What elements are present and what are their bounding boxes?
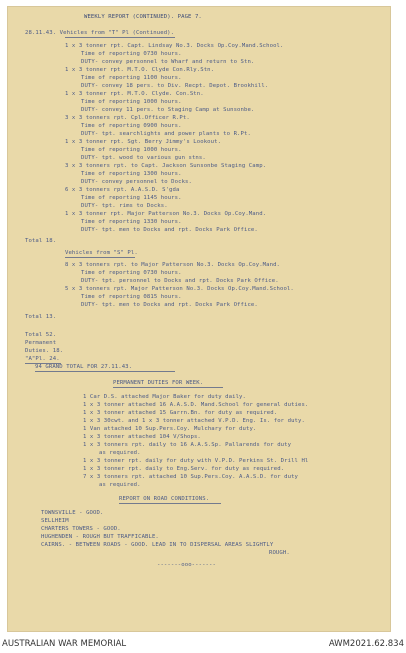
section-line: 1 x 3 tonner rpt. M.T.O. Clyde Con.Rly.Stn. <box>65 67 215 73</box>
section-line: Time of reporting 1100 hours. <box>81 75 182 81</box>
duty-line: 7 x 3 tonners rpt. attached 10 Sup.Pers.Coy. A.A.S.D. for duty <box>83 474 298 480</box>
document-title: WEEKLY REPORT (CONTINUED). PAGE 7. <box>84 14 202 20</box>
section-line: Time of reporting 1330 hours. <box>81 219 182 225</box>
section-line: 8 x 3 tonners rpt. to Major Patterson No.3. Docks Op.Coy.Mand. <box>65 262 280 268</box>
section-line: DUTY- tpt. men to Docks and rpt. Docks Park Office. <box>81 227 258 233</box>
section-line: 28.11.43. Vehicles from "T" Pl (Continued). <box>25 30 175 36</box>
duty-line: 1 x 3 tonner attached 16 A.A.S.D. Mand.School for general duties. <box>83 402 309 408</box>
section-line: DUTY- tpt. personnel to Docks and rpt. Docks Park Office. <box>81 278 279 284</box>
section-line: Time of reporting 1300 hours. <box>81 171 182 177</box>
section-line: Time of reporting 0730 hours. <box>81 51 182 57</box>
duty-line: 1 Car D.S. attached Major Baker for duty daily. <box>83 394 246 400</box>
road-conditions-heading: REPORT ON ROAD CONDITIONS. <box>119 496 210 502</box>
duty-line: 1 x 3 tonners rpt. daily to 16 A.A.S.Sp. Pallarends for duty <box>83 442 292 448</box>
section-line: 3 x 3 tonners rpt. Cpl.Officer R.Pt. <box>65 115 190 121</box>
section-line: DUTY- convey 11 pers. to Staging Camp at Sunsonbe. <box>81 107 255 113</box>
summary-line: Total 52. <box>25 332 57 338</box>
permanent-duties-heading: PERMANENT DUTIES FOR WEEK. <box>113 380 204 386</box>
road-line: CHARTERS TOWERS - GOOD. <box>41 526 121 532</box>
duty-line: 1 x 3 tonner attached 15 Garrn.Bn. for duty as required. <box>83 410 278 416</box>
section-line: Vehicles from "S" Pl. <box>65 250 138 256</box>
section-line: Time of reporting 1145 hours. <box>81 195 182 201</box>
road-line: HUGHENDEN - ROUGH BUT TRAFFICABLE. <box>41 534 159 540</box>
duty-line: 1 x 3 tonner rpt. daily to Eng.Serv. for duty as required. <box>83 466 285 472</box>
total-line: Total 13. <box>25 314 57 320</box>
section-line: Time of reporting 0900 hours. <box>81 123 182 129</box>
heading-underline <box>113 387 223 388</box>
section-line: DUTY- tpt. searchlights and power plants to R.Pt. <box>81 131 251 137</box>
footer-source: AUSTRALIAN WAR MEMORIAL <box>2 639 127 649</box>
duty-line: as required. <box>99 450 141 456</box>
road-line: CAIRNS. - BETWEEN ROADS - GOOD. LEAD IN TO DISPERSAL AREAS SLIGHTLY <box>41 542 274 548</box>
road-line: ROUGH. <box>269 550 290 556</box>
section-line: DUTY- tpt. men to Docks and rpt. Docks Park Office. <box>81 302 258 308</box>
document-sheet <box>7 6 391 632</box>
road-line: TOWNSVILLE - GOOD. <box>41 510 104 516</box>
road-line: SELLHEIM <box>41 518 69 524</box>
section-line: 3 x 3 tonners rpt. to Capt. Jackson Sunsonbe Staging Camp. <box>65 163 267 169</box>
footer-bar <box>0 634 406 653</box>
duty-line: 1 x 3 tonner rpt. daily for duty with V.P.D. Perkins St. Drill Hl <box>83 458 309 464</box>
grand-total-underline <box>35 371 175 372</box>
section-line: Time of reporting 0815 hours. <box>81 294 182 300</box>
duty-line: 1 x 3 30cwt. and 1 x 3 tonner attached V.P.D. Eng. Is. for duty. <box>83 418 305 424</box>
summary-line: "A"Pl. 24. <box>25 356 60 362</box>
section-line: Time of reporting 1000 hours. <box>81 99 182 105</box>
summary-line: Permanent <box>25 340 57 346</box>
end-mark: -------ooo------- <box>157 562 216 568</box>
section-line: DUTY- tpt. rims to Docks. <box>81 203 168 209</box>
summary-line: Duties. 18. <box>25 348 64 354</box>
section-line: 1 x 3 tonner rpt. Major Patterson No.3. Docks Op.Coy.Mand. <box>65 211 267 217</box>
heading-underline <box>119 503 221 504</box>
duty-line: 1 x 3 tonner attached 104 V/Shops. <box>83 434 201 440</box>
section-line: 1 x 3 tonner rpt. Capt. Lindsay No.3. Docks Op.Coy.Mand.School. <box>65 43 284 49</box>
section-line: Time of reporting 1000 hours. <box>81 147 182 153</box>
duty-line: as required. <box>99 482 141 488</box>
section-line: DUTY- convey 18 pers. to Div. Recpt. Depot. Brookhill. <box>81 83 269 89</box>
section-line: DUTY- convey personnel to Wharf and return to Stn. <box>81 59 255 65</box>
section-line: 5 x 3 tonners rpt. Major Patterson No.3. Docks Op.Coy.Mand.School. <box>65 286 294 292</box>
duty-line: 1 Van attached 10 Sup.Pers.Coy. Mulchary for duty. <box>83 426 257 432</box>
total-line: Total 18. <box>25 238 57 244</box>
section-line: 1 x 3 tonner rpt. Sgt. Berry Jimmy's Lookout. <box>65 139 222 145</box>
section-line: 6 x 3 tonners rpt. A.A.S.D. S'gda <box>65 187 180 193</box>
footer-accession-number: AWM2021.62.834 <box>328 639 404 649</box>
heading-underline <box>65 257 135 258</box>
heading-underline <box>65 37 175 38</box>
section-line: DUTY- convey personnel to Docks. <box>81 179 192 185</box>
grand-total-line: 94 GRAND TOTAL FOR 27.11.43. <box>35 364 133 370</box>
section-line: Time of reporting 0730 hours. <box>81 270 182 276</box>
section-line: 1 x 3 tonner rpt. M.T.O. Clyde. Con.Stn. <box>65 91 204 97</box>
section-line: DUTY- tpt. wood to various gun stns. <box>81 155 206 161</box>
